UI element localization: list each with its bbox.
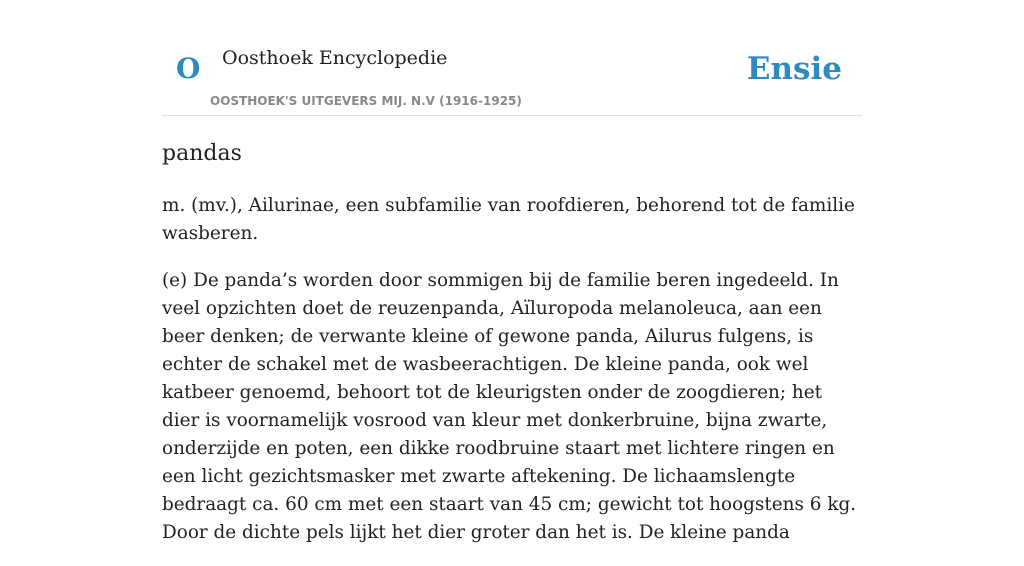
- page-header: [162, 0, 862, 116]
- encyclopedia-title[interactable]: Oosthoek Encyclopedie: [222, 47, 448, 69]
- entry-body: [162, 192, 862, 566]
- content-container: [162, 0, 862, 543]
- index-letter[interactable]: O: [176, 52, 201, 85]
- ensie-logo-link[interactable]: Ensie: [746, 51, 842, 87]
- entry-paragraph: (e) De panda’s worden door sommigen bij de familie beren ingedeeld. In veel opzichten doet de reuzenpanda, Aïluropoda melanoleuca, aan een beer denken; de verwante kleine of gewone panda, Ailurus fulgens, is echter de schakel met de wasbeerachtigen. De kleine panda, ook wel katbeer genoemd, behoort tot de kleurigsten onder de zoogdieren; het dier is voornamelijk vosrood van kleur met donkerbruine, bijna zwarte, onderzijde en poten, een dikke roodbruine staart met lichtere ringen en een licht gezichtsmasker met zwarte aftekening. De lichaamslengte bedraagt ca. 60 cm met een staart van 45 cm; gewicht tot hoogstens 6 kg. Door de dichte pels lijkt het dier groter dan het is. De kleine panda: [162, 270, 857, 543]
- entry-title: pandas: [162, 141, 242, 166]
- entry-definition: m. (mv.), Ailurinae, een subfamilie van roofdieren, behorend tot de familie wasberen.: [162, 195, 855, 244]
- publisher-subtitle: OOSTHOEK'S UITGEVERS MIJ. N.V (1916-1925): [210, 94, 522, 108]
